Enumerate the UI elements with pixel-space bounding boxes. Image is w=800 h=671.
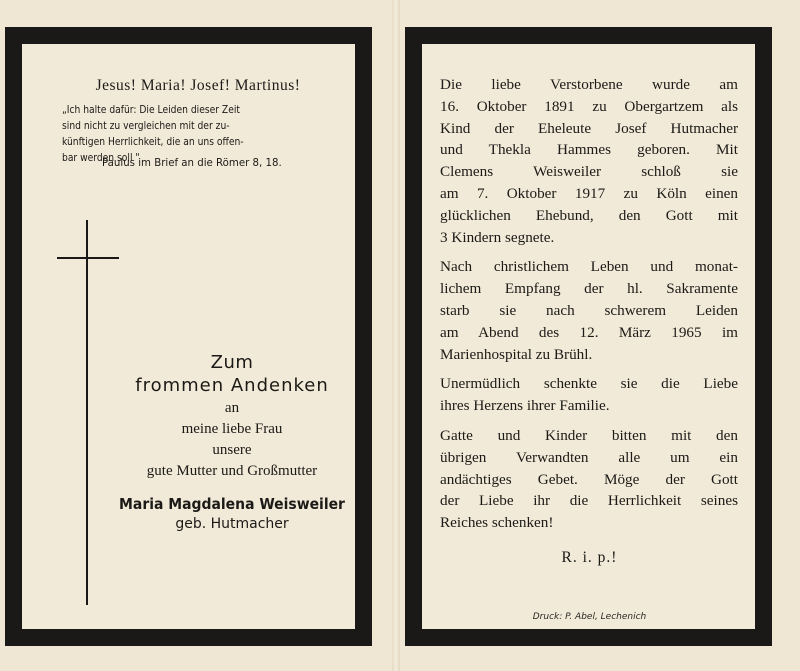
left-panel bbox=[5, 27, 372, 646]
right-panel-inner bbox=[422, 44, 755, 629]
dedication-line: meine liebe Frau bbox=[181, 421, 283, 437]
bio-line: Clemens Weisweiler schloß sie bbox=[440, 163, 738, 181]
bio-line: und Thekla Hammes geboren. Mit bbox=[440, 141, 738, 159]
closing-rip: R. i. p.! bbox=[561, 549, 618, 566]
left-panel-inner bbox=[22, 44, 355, 629]
cross-icon-bar bbox=[57, 257, 119, 259]
printer-credit: Druck: P. Abel, Lechenich bbox=[532, 612, 647, 622]
biography-paragraph bbox=[440, 256, 738, 365]
bio-line: starb sie nach schwerem Leiden bbox=[440, 301, 738, 319]
biography-paragraph bbox=[440, 425, 738, 534]
bio-line: Reiches schenken! bbox=[440, 514, 554, 532]
bio-line: lichem Empfang der hl. Sakramente bbox=[440, 280, 738, 298]
bio-line: am Abend des 12. März 1965 im bbox=[440, 323, 738, 341]
bio-line: Unermüdlich schenkte sie die Liebe bbox=[440, 375, 738, 393]
dedication-line: Zum bbox=[210, 352, 254, 373]
right-panel bbox=[405, 27, 772, 646]
quote-line: künftigen Herrlichkeit, die an uns offen- bbox=[62, 137, 244, 148]
bio-line: 3 Kindern segnete. bbox=[440, 228, 555, 246]
bio-line: Die liebe Verstorbene wurde am bbox=[440, 76, 738, 93]
dedication-line: gute Mutter und Großmutter bbox=[146, 463, 318, 479]
bio-line: übrigen Verwandten alle um ein bbox=[440, 448, 738, 466]
invocation-text: Jesus! Maria! Josef! Martinus! bbox=[95, 77, 301, 94]
biography bbox=[440, 74, 738, 542]
maiden-name: geb. Hutmacher bbox=[175, 516, 289, 532]
quote-line: bar werden soll " bbox=[62, 153, 140, 164]
bio-line: ihres Herzens ihrer Familie. bbox=[440, 397, 610, 415]
bio-line: Nach christlichem Leben und monat- bbox=[440, 258, 738, 276]
dedication-line: frommen Andenken bbox=[135, 375, 329, 396]
dedication-line: an bbox=[224, 400, 240, 416]
bio-line: glücklichen Ehebund, den Gott mit bbox=[440, 206, 738, 224]
memorial-dedication bbox=[82, 352, 382, 534]
dedication-line: unsere bbox=[212, 442, 252, 458]
biography-paragraph bbox=[440, 373, 738, 417]
bio-line: am 7. Oktober 1917 zu Köln einen bbox=[440, 184, 738, 202]
quote-line: sind nicht zu vergleichen mit der zu- bbox=[62, 121, 230, 132]
card-fold bbox=[392, 0, 400, 671]
scripture-citation: Paulus im Brief an die Römer 8, 18. bbox=[102, 158, 282, 169]
bio-line: Kind der Eheleute Josef Hutmacher bbox=[440, 119, 738, 137]
bio-line: andächtiges Gebet. Möge der Gott bbox=[440, 470, 738, 488]
deceased-name: Maria Magdalena Weisweiler bbox=[119, 495, 345, 513]
quote-line: „Ich halte dafür: Die Leiden dieser Zeit bbox=[62, 105, 240, 116]
bio-line: 16. Oktober 1891 zu Obergartzem als bbox=[440, 97, 738, 115]
biography-paragraph bbox=[440, 74, 738, 248]
bio-line: der Liebe ihr die Herrlichkeit seines bbox=[440, 492, 738, 510]
bio-line: Marienhospital zu Brühl. bbox=[440, 345, 593, 363]
bio-line: Gatte und Kinder bitten mit den bbox=[440, 426, 738, 444]
